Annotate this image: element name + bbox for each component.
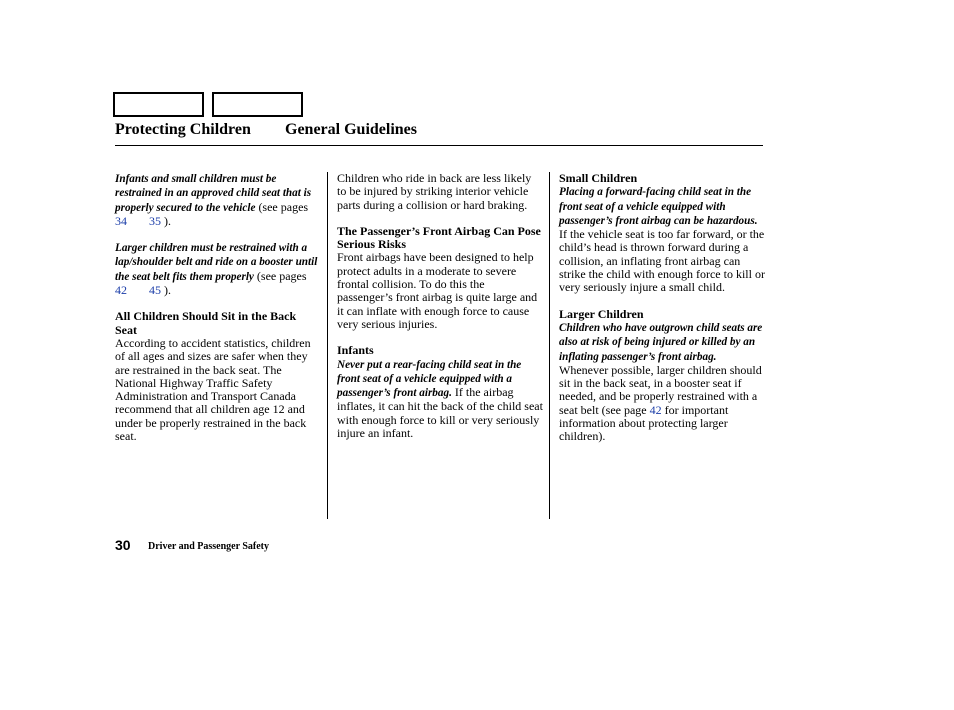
column-3 xyxy=(559,172,765,457)
page-link-42[interactable]: 42 xyxy=(115,283,127,298)
infants-paragraph: Never put a rear-facing child seat in the front seat of a vehicle equipped with a passenger’s front airbag. If the airbag inflates, it can hit the back of the child seat with enough force to kill or very seriously injure an infant. xyxy=(337,358,543,441)
topic-title: General Guidelines xyxy=(285,121,417,138)
airbag-risk-heading: The Passenger’s Front Airbag Can Pose Serious Risks xyxy=(337,223,541,252)
nav-button-next[interactable] xyxy=(212,92,303,117)
small-children-heading: Small Children xyxy=(559,171,638,185)
child-seat-requirement: Infants and small children must be restrained in an approved child seat that is properly secured to the vehicle (see pages 34 35 ). xyxy=(115,173,312,228)
page-link-35[interactable]: 35 xyxy=(149,213,161,228)
back-seat-intro: Children who ride in back are less likely to be injured by striking interior vehicle parts during a collision or hard braking. xyxy=(337,171,532,212)
infants-heading: Infants xyxy=(337,343,374,358)
airbag-risk-body: Front airbags have been designed to help protect adults in a moderate to severe frontal collision. To do this the passenger’s front airbag is quite large and it can inflate with enough force to cause very serious injuries. xyxy=(337,250,538,331)
back-seat-body: According to accident statistics, children of all ages and sizes are safer when they are restrained in the back seat. The National Highway Traffic Safety Administration and Transport Canada recommend that all children age 12 and under be properly restrained in the back seat. xyxy=(115,335,311,444)
larger-children-heading: Larger Children xyxy=(559,306,644,321)
header-divider xyxy=(115,145,763,146)
column-2 xyxy=(337,172,543,453)
page-link-45[interactable]: 45 xyxy=(149,283,161,298)
small-children-paragraph: Placing a forward-facing child seat in the front seat of a vehicle equipped with passenger’s front airbag can be hazardous. If the vehicle seat is too far forward, or the child’s head is thrown forward during a collision, an inflating front airbag can strike the child with enough force to kill or very seriously injure a small child. xyxy=(559,186,765,295)
page-number: 30 xyxy=(115,537,131,553)
column-1 xyxy=(115,172,321,456)
column-divider-2 xyxy=(549,172,550,519)
nav-button-previous[interactable] xyxy=(113,92,204,117)
page-link-42[interactable]: 42 xyxy=(649,402,662,417)
larger-children-paragraph: Children who have outgrown child seats are also at risk of being injured or killed by an inflating passenger’s front airbag. Whenever possible, larger children should sit in the back seat, in a booster seat if needed, and be properly restrained with a seat belt (see page 42 for important information about protecting larger children). xyxy=(559,321,763,444)
chapter-footer: Driver and Passenger Safety xyxy=(148,541,270,552)
section-title: Protecting Children xyxy=(115,121,251,138)
column-divider-1 xyxy=(327,172,328,519)
booster-requirement: Larger children must be restrained with a lap/shoulder belt and ride on a booster until the seat belt fits them properly (see pages 42 45 ). xyxy=(115,242,318,298)
back-seat-heading: All Children Should Sit in the Back Seat xyxy=(115,309,297,337)
page-link-34[interactable]: 34 xyxy=(115,213,127,228)
